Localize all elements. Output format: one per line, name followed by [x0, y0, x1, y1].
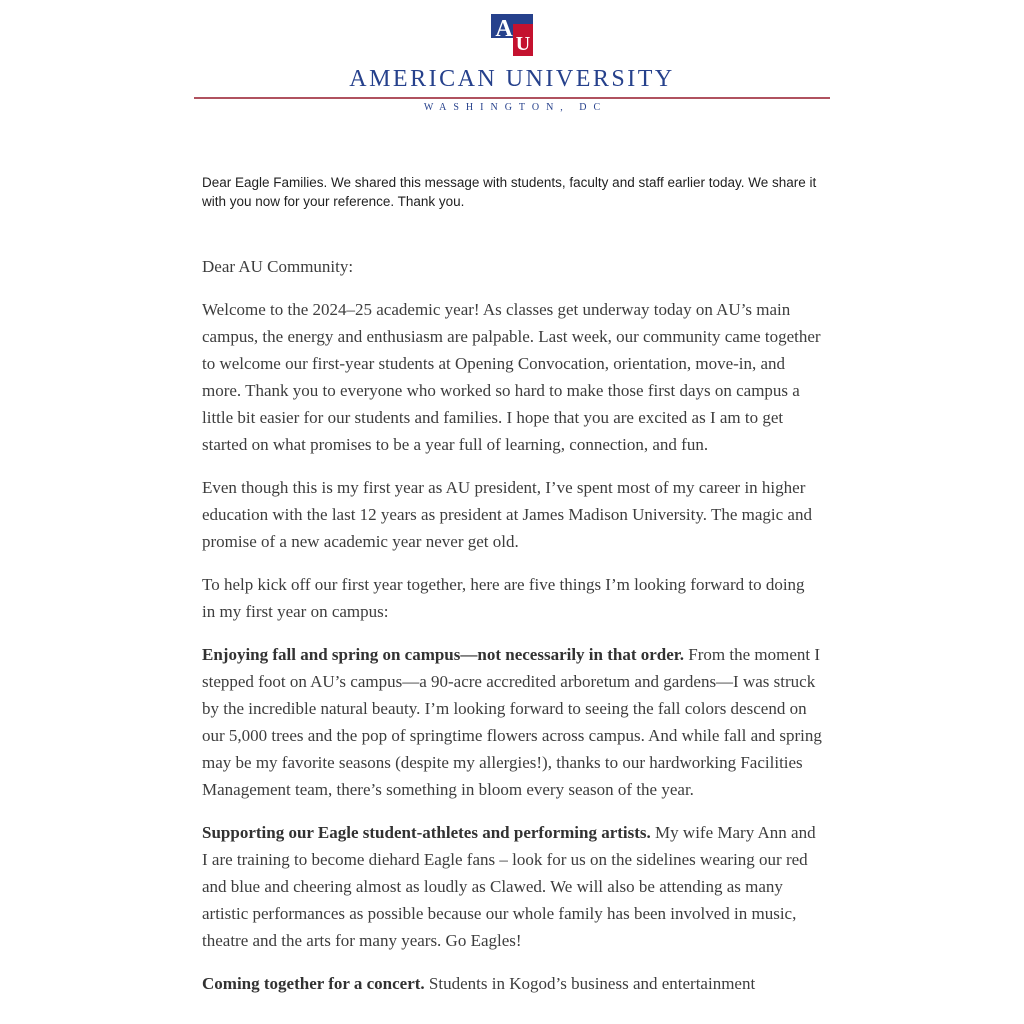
logo-letter-a: A [495, 16, 513, 42]
paragraph-lead: Enjoying fall and spring on campus—not necessarily in that order. [202, 645, 685, 664]
paragraph-lead: Supporting our Eagle student-athletes and performing artists. [202, 823, 651, 842]
paragraph-text: Even though this is my first year as AU president, I’ve spent most of my career in higher education with the last 12 years as president at James Madison University. The magic and promise of a new academic year never get old. [202, 478, 812, 551]
au-logo [491, 14, 533, 56]
paragraph-lead: Coming together for a concert. [202, 974, 425, 993]
paragraph-text: Welcome to the 2024–25 academic year! As classes get underway today on AU’s main campus, the energy and enthusiasm are palpable. Last week, our community came together to welcome our first-year students at Opening Convocation, orientation, move-in, and more. Thank you to everyone who worked so hard to make those first days on campus a little bit easier for our students and families. I hope that you are excited as I am to get started on what promises to be a year full of learning, connection, and fun. [202, 300, 821, 454]
paragraph-first-year [202, 474, 822, 555]
paragraph-kickoff [202, 571, 822, 625]
salutation: Dear AU Community: [202, 257, 354, 276]
paragraph-text: Students in Kogod’s business and entertainment [424, 974, 756, 993]
letterhead [0, 0, 1024, 113]
paragraph-text: My wife Mary Ann and I are training to become diehard Eagle fans – look for us on the sidelines wearing our red and blue and cheering almost as loudly as Clawed. We will also be attending as many artistic performances as possible because our whole family has been involved in music, theatre and the arts for many years. Go Eagles! [202, 823, 816, 950]
paragraph-fall-spring [202, 641, 822, 803]
letterhead-rule [194, 97, 830, 99]
paragraph-concert [202, 970, 822, 997]
paragraph-welcome [202, 296, 822, 458]
paragraph-text: From the moment I stepped foot on AU’s campus—a 90-acre accredited arboretum and gardens—I was struck by the incredible natural beauty. I’m looking forward to seeing the fall colors descend on our 5,000 trees and the pop of springtime flowers across campus. And while fall and spring may be my favorite seasons (despite my allergies!), thanks to our hardworking Facilities Management team, there’s something in bloom every season of the year. [202, 645, 822, 799]
paragraph-eagles [202, 819, 822, 954]
paragraph-text: To help kick off our first year together, here are five things I’m looking forward to doing in my first year on campus: [202, 575, 805, 621]
intro-note: Dear Eagle Families. We shared this message with students, faculty and staff earlier today. We share it with you now for your reference. Thank you. [202, 175, 817, 209]
au-shield-icon [491, 14, 533, 56]
letter-body [202, 173, 822, 997]
logo-letter-u: U [515, 33, 531, 55]
university-tagline: WASHINGTON, DC [423, 102, 608, 113]
university-wordmark: AMERICAN UNIVERSITY [349, 66, 675, 92]
